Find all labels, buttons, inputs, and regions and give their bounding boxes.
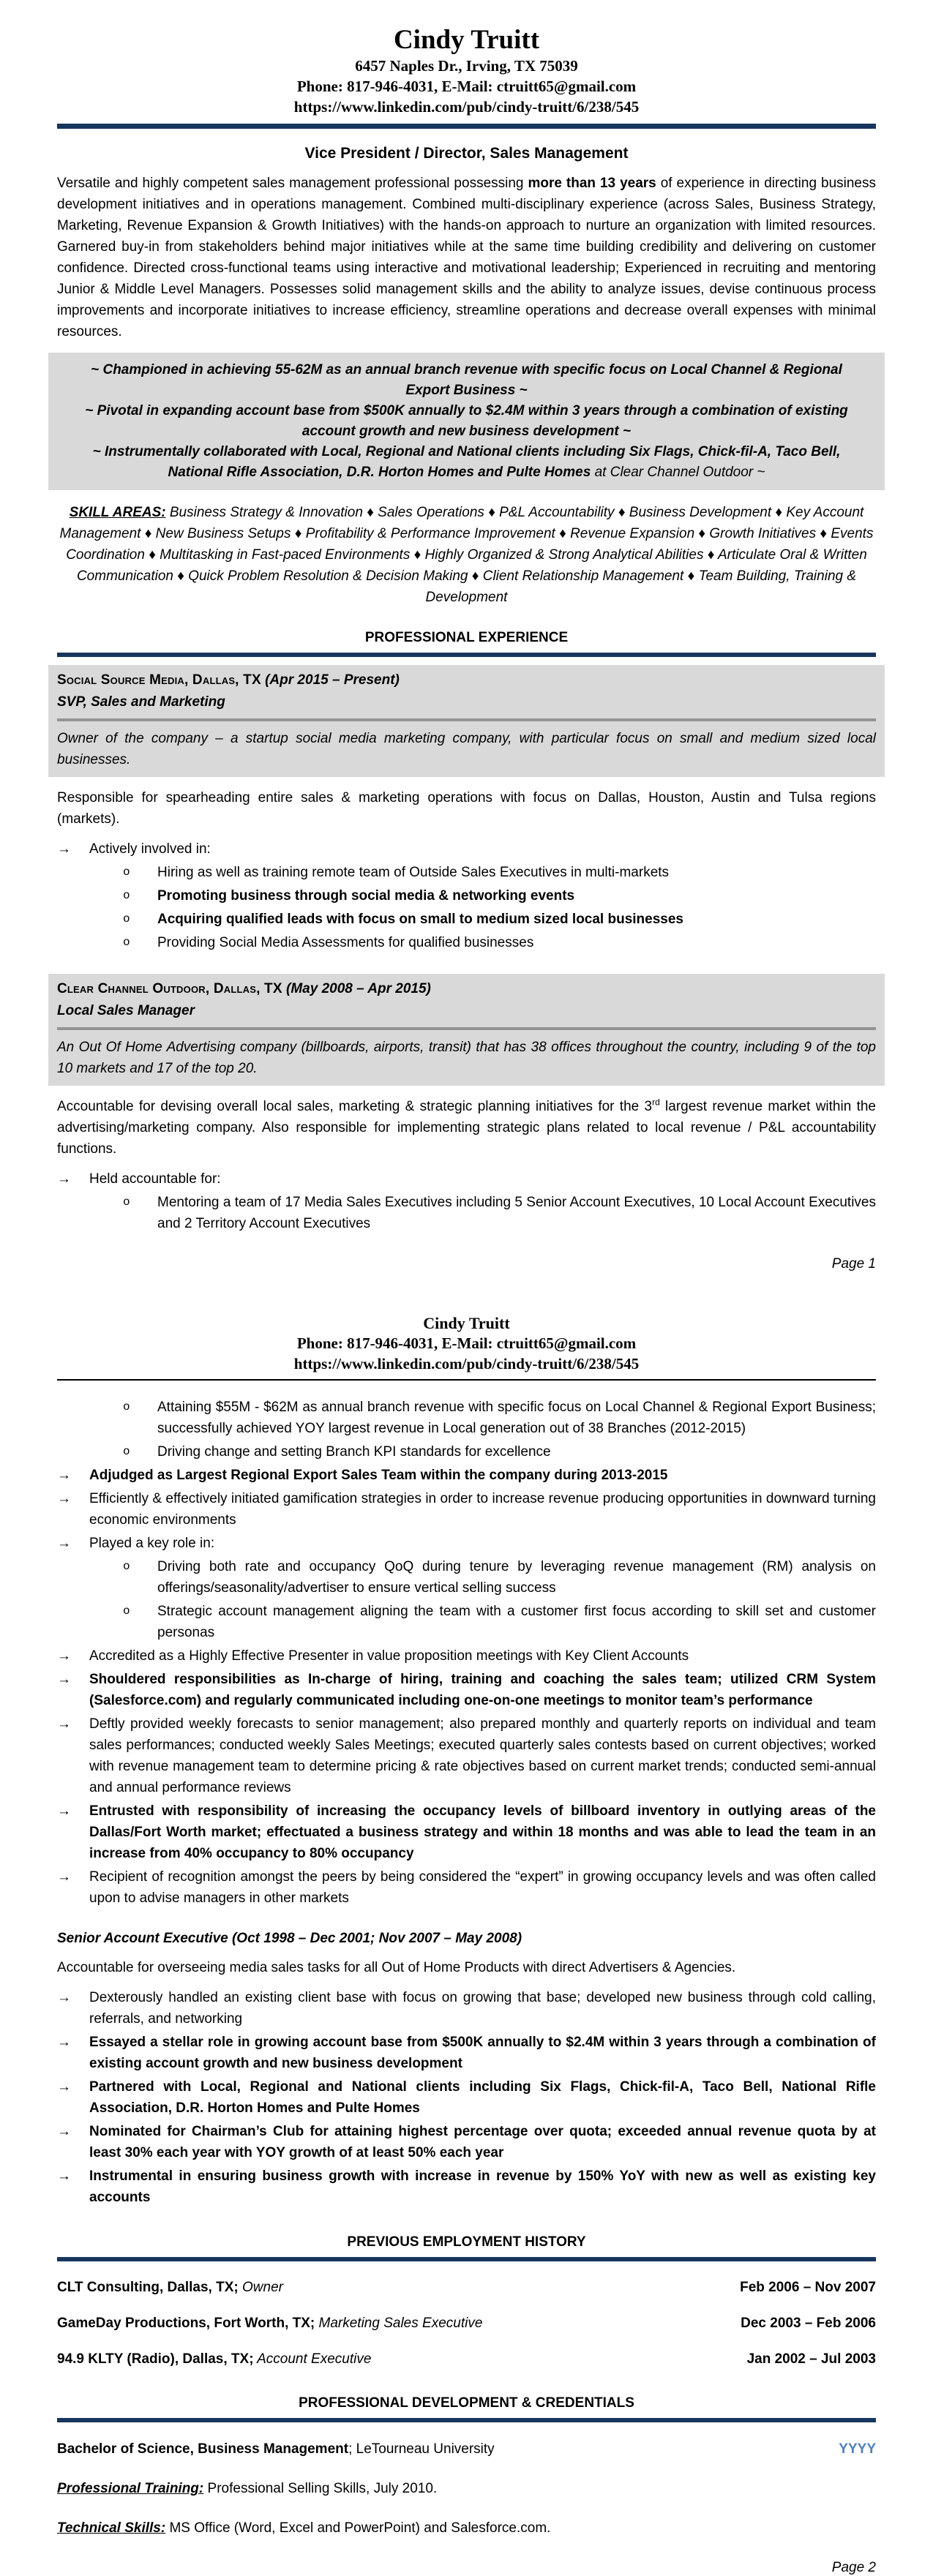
bullet-text: Efficiently & effectively initiated gamification strategies in order to increase revenue producing opportunities in downward turning economic environments	[89, 1491, 876, 1528]
arrow-bullet-icon: →	[57, 1869, 71, 1885]
arrow-bullet-icon: →	[57, 1171, 71, 1187]
experience-bullet	[57, 1987, 876, 2029]
bullet-text: Held accountable for:	[89, 1171, 221, 1187]
professional-training-line	[57, 2479, 876, 2498]
training-label: Professional Training:	[57, 2481, 204, 2496]
bullet-text: Actively involved in:	[89, 841, 211, 857]
experience-bullet	[57, 1866, 876, 1909]
experience-bullet	[57, 838, 876, 860]
job-header-social-source-media	[48, 665, 885, 777]
page-number-marker: Page 1	[831, 1256, 876, 1272]
section-heading-previous-employment: PREVIOUS EMPLOYMENT HISTORY	[347, 2234, 586, 2250]
arrow-bullet-icon: →	[57, 2124, 71, 2139]
tech-skills-label: Technical Skills:	[57, 2520, 166, 2536]
company-description: An Out Of Home Advertising company (billboards, airports, transit) that has 38 offices throughout the country, including 9 of the top 10 markets and 17 of the top 20.	[57, 1040, 876, 1076]
job-intro-pre: Accountable for devising overall local sales, marketing & strategic planning initiatives for the 3	[57, 1099, 653, 1114]
sub-bullet-text: Strategic account management aligning the team with a customer first focus according to skill set and customer personas	[157, 1604, 876, 1640]
history-row	[57, 2350, 876, 2369]
candidate-name: Cindy Truitt	[423, 1314, 510, 1332]
circle-bullet-icon: o	[123, 1604, 130, 1618]
highlight-item: ~ Championed in achieving 55-62M as an annual branch revenue with specific focus on Local Channel & Regional Export Business ~	[91, 362, 842, 398]
page1-header	[57, 0, 876, 117]
sub-bullet-text: Acquiring qualified leads with focus on small to medium sized local businesses	[157, 912, 683, 927]
section-heading-professional-experience: PROFESSIONAL EXPERIENCE	[364, 630, 569, 645]
circle-bullet-icon: o	[123, 936, 130, 949]
circle-bullet-icon: o	[123, 1445, 130, 1458]
highlight-bold: ~ Instrumentally collaborated with Local, Regional and National clients including Six Flags, Chick-fil-A, Taco Bell, National Rifle Association, D.R. Horton Homes and Pulte Homes	[92, 444, 841, 480]
section-heading-credentials: PROFESSIONAL DEVELOPMENT & CREDENTIALS	[299, 2395, 634, 2411]
experience-bullet	[57, 1168, 876, 1190]
arrow-bullet-icon: →	[57, 2079, 71, 2095]
history-row	[57, 2278, 876, 2297]
company-line	[57, 979, 876, 999]
degree-row	[57, 2440, 876, 2459]
sub-bullet-text: Driving both rate and occupancy QoQ during tenure by leveraging revenue management (RM) analysis on offerings/seasonality/advertiser to ensure vertical selling success	[157, 1559, 876, 1596]
history-role: Account Executive	[253, 2351, 372, 2367]
job-role: Local Sales Manager	[57, 1003, 195, 1018]
resume-page-2	[0, 1272, 933, 2576]
history-company-role	[57, 2350, 371, 2369]
bullet-text: Partnered with Local, Regional and National clients including Six Flags, Chick-fil-A, Taco Bell, National Rifle Association, D.R. Horton Homes and Pulte Homes	[89, 2079, 876, 2116]
bullet-text: Deftly provided weekly forecasts to senior management; also prepared monthly and quarterly reports on individual and team sales performances; conducted weekly Sales Meetings; executed quarterly sales contests based on current objectives; worked with revenue management team to determine pricing & rate objectives based on current market trends; conducted semi-annual and annual performance reviews	[89, 1716, 876, 1795]
experience-sub-bullet	[123, 1556, 876, 1599]
sub-bullet-text: Mentoring a team of 17 Media Sales Executives including 5 Senior Account Executives, 10 Local Account Executives and 2 Territory Account Executives	[157, 1195, 876, 1231]
degree-name: Bachelor of Science, Business Management	[57, 2441, 349, 2457]
job-box-divider	[57, 718, 876, 721]
summary-text-pre: Versatile and highly competent sales management professional possessing	[57, 176, 528, 191]
skill-areas-label: SKILL AREAS:	[69, 505, 166, 520]
experience-sub-bullet	[123, 909, 876, 930]
technical-skills-line	[57, 2519, 876, 2538]
arrow-bullet-icon: →	[57, 1803, 71, 1819]
arrow-bullet-icon: →	[57, 1536, 71, 1551]
arrow-bullet-icon: →	[57, 2168, 71, 2184]
highlight-item: ~ Pivotal in expanding account base from $500K annually to $2.4M within 3 years through a combination of existing account growth and new business development ~	[85, 403, 848, 439]
skill-areas-list: Business Strategy & Innovation ♦ Sales Operations ♦ P&L Accountability ♦ Business Development ♦ Key Account Management ♦ New Business Setups ♦ Profitability & Performance Improvement ♦ Revenue Expansion ♦ Growth Initiatives ♦ Events Coordination ♦ Multitasking in Fast-paced Environments ♦ Highly Organized & Strong Analytical Abilities ♦ Articulate Oral & Written Communication ♦ Quick Problem Resolution & Decision Making ♦ Client Relationship Management ♦ Team Building, Training & Development	[59, 505, 874, 605]
bullet-text: Adjudged as Largest Regional Export Sales Team within the company during 2013-2015	[89, 1468, 668, 1483]
history-company: GameDay Productions, Fort Worth, TX;	[57, 2316, 315, 2331]
degree-year: YYYY	[839, 2441, 876, 2457]
history-role: Marketing Sales Executive	[315, 2316, 483, 2331]
history-dates: Dec 2003 – Feb 2006	[741, 2316, 876, 2331]
company-name: Social Source Media, Dallas, TX	[57, 672, 261, 688]
highlight-item	[75, 442, 858, 483]
bullet-text: Recipient of recognition amongst the peers by being considered the “expert” in growing occupancy levels and was often called upon to advise managers in other markets	[89, 1869, 876, 1906]
skill-areas	[57, 502, 876, 608]
summary-text-bold: more than 13 years	[528, 176, 656, 191]
page2-header	[57, 1272, 876, 1374]
bullet-text: Instrumental in ensuring business growth with increase in revenue by 150% YoY with new as well as existing key accounts	[89, 2168, 876, 2205]
experience-bullet	[57, 1533, 876, 1554]
job-intro: Responsible for spearheading entire sales & marketing operations with focus on Dallas, Houston, Austin and Tulsa regions (markets).	[57, 790, 876, 827]
arrow-bullet-icon: →	[57, 1990, 71, 2005]
history-company-role	[57, 2314, 482, 2333]
bullet-text: Nominated for Chairman’s Club for attaining highest percentage over quota; exceeded annual revenue quota by at least 30% each year with YOY growth of at least 50% each year	[89, 2124, 876, 2160]
experience-bullet	[57, 1645, 876, 1667]
degree-university: ; LeTourneau University	[348, 2441, 495, 2457]
experience-sub-bullet	[123, 862, 876, 883]
bullet-text: Dexterously handled an existing client base with focus on growing that base; developed new business through cold calling, referrals, and networking	[89, 1990, 876, 2027]
circle-bullet-icon: o	[123, 1195, 130, 1209]
experience-bullet	[57, 2166, 876, 2208]
resume-page-1	[0, 0, 933, 1272]
sub-bullet-text: Hiring as well as training remote team of Outside Sales Executives in multi-markets	[157, 865, 670, 880]
summary-paragraph	[57, 173, 876, 342]
history-row	[57, 2314, 876, 2333]
experience-bullet	[57, 1465, 876, 1486]
history-dates: Feb 2006 – Nov 2007	[740, 2280, 876, 2295]
experience-sub-bullet	[123, 932, 876, 953]
experience-bullet	[57, 1669, 876, 1711]
circle-bullet-icon: o	[123, 1400, 130, 1413]
job-intro-post: largest revenue market within the advertising/marketing company. Also responsible for implementing strategic plans related to local revenue / P&L accountability functions.	[57, 1099, 876, 1157]
tech-skills-text: MS Office (Word, Excel and PowerPoint) and Salesforce.com.	[165, 2520, 551, 2536]
company-dates: (Apr 2015 – Present)	[261, 672, 400, 688]
company-dates: (May 2008 – Apr 2015)	[282, 981, 431, 996]
section-divider	[57, 2418, 876, 2422]
company-line	[57, 670, 876, 690]
section-divider	[57, 653, 876, 657]
bullet-text: Essayed a stellar role in growing account base from $500K annually to $2.4M within 3 years through a combination of existing account growth and new business development	[89, 2035, 876, 2071]
ordinal-superscript: rd	[652, 1097, 660, 1108]
page2-header-divider	[57, 1379, 876, 1381]
arrow-bullet-icon: →	[57, 1491, 71, 1506]
sub-bullet-text: Promoting business through social media & networking events	[157, 888, 575, 904]
experience-sub-bullet	[123, 1441, 876, 1462]
role-heading-senior-account-executive: Senior Account Executive (Oct 1998 – Dec 2001; Nov 2007 – May 2008)	[57, 1931, 522, 1946]
job-intro	[57, 1096, 876, 1160]
circle-bullet-icon: o	[123, 865, 130, 879]
arrow-bullet-icon: →	[57, 1672, 71, 1687]
role-intro: Accountable for overseeing media sales tasks for all Out of Home Products with direct Advertisers & Agencies.	[57, 1960, 736, 1975]
resume-title: Vice President / Director, Sales Management	[304, 145, 629, 162]
circle-bullet-icon: o	[123, 889, 130, 902]
experience-sub-bullet	[123, 885, 876, 906]
bullet-text: Shouldered responsibilities as In-charge of hiring, training and coaching the sales team; utilized CRM System (Salesforce.com) and regularly communicated including one-on-one meetings to monitor team’s performance	[89, 1672, 876, 1708]
circle-bullet-icon: o	[123, 912, 130, 925]
highlights-box	[48, 353, 885, 490]
history-company-role	[57, 2278, 283, 2297]
arrow-bullet-icon: →	[57, 2035, 71, 2050]
company-description: Owner of the company – a startup social media marketing company, with particular focus on small and medium sized local businesses.	[57, 731, 876, 767]
section-divider	[57, 2257, 876, 2261]
bullet-text: Played a key role in:	[89, 1536, 215, 1551]
linkedin-url: https://www.linkedin.com/pub/cindy-truitt/6/238/545	[293, 98, 640, 116]
experience-sub-bullet	[123, 1397, 876, 1439]
history-role: Owner	[238, 2280, 283, 2295]
experience-sub-bullet	[123, 1601, 876, 1643]
sub-bullet-text: Driving change and setting Branch KPI standards for excellence	[157, 1444, 551, 1460]
sub-bullet-text: Providing Social Media Assessments for qualified businesses	[157, 935, 534, 950]
arrow-bullet-icon: →	[57, 1468, 71, 1483]
experience-bullet	[57, 1713, 876, 1798]
experience-bullet	[57, 2121, 876, 2163]
address-line: 6457 Naples Dr., Irving, TX 75039	[355, 57, 578, 75]
phone-email-line: Phone: 817-946-4031, E-Mail: ctruitt65@gmail.com	[296, 1334, 637, 1352]
highlight-tail: at Clear Channel Outdoor ~	[591, 465, 765, 480]
summary-text-post: of experience in directing business development initiatives and in operations management. Combined multi-disciplinary experience (across Sales, Business Strategy, Marketing, Revenue Expansion & Growth Initiatives) with the hands-on approach to nurture an organization with limited resources. Garnered buy-in from stakeholders behind major initiatives while at the same time building credibility and delivering on customer confidence. Directed cross-functional teams using interactive and motivational leadership; Experienced in recruiting and mentoring Junior & Middle Level Managers. Possesses solid management skills and the ability to analyze issues, devise continuous process improvements and incorporate initiatives to increase efficiency, streamline operations and decrease overall expenses with minimal resources.	[57, 176, 876, 339]
job-header-clear-channel-outdoor	[48, 974, 885, 1086]
circle-bullet-icon: o	[123, 1560, 130, 1573]
bullet-text: Accredited as a Highly Effective Presenter in value proposition meetings with Key Client Accounts	[89, 1648, 689, 1664]
degree-text	[57, 2440, 495, 2459]
arrow-bullet-icon: →	[57, 841, 71, 857]
experience-bullet	[57, 2076, 876, 2119]
job-role: SVP, Sales and Marketing	[57, 694, 225, 710]
company-name: Clear Channel Outdoor, Dallas, TX	[57, 981, 282, 996]
experience-bullet	[57, 1488, 876, 1531]
candidate-name: Cindy Truitt	[393, 25, 540, 55]
sub-bullet-text: Attaining $55M - $62M as annual branch revenue with specific focus on Local Channel & Regional Export Business; successfully achieved YOY largest revenue in Local generation out of 38 Branches (2012-2015)	[157, 1400, 876, 1436]
experience-sub-bullet	[123, 1192, 876, 1234]
experience-bullet	[57, 2032, 876, 2074]
header-divider	[57, 124, 876, 129]
arrow-bullet-icon: →	[57, 1716, 71, 1732]
training-text: Professional Selling Skills, July 2010.	[203, 2481, 438, 2496]
arrow-bullet-icon: →	[57, 1648, 71, 1664]
history-company: 94.9 KLTY (Radio), Dallas, TX;	[57, 2351, 254, 2367]
linkedin-url: https://www.linkedin.com/pub/cindy-truitt/6/238/545	[293, 1355, 640, 1373]
phone-email-line: Phone: 817-946-4031, E-Mail: ctruitt65@gmail.com	[296, 78, 637, 95]
experience-bullet	[57, 1800, 876, 1864]
history-dates: Jan 2002 – Jul 2003	[746, 2351, 876, 2367]
job-box-divider	[57, 1027, 876, 1030]
history-company: CLT Consulting, Dallas, TX;	[57, 2280, 239, 2295]
bullet-text: Entrusted with responsibility of increasing the occupancy levels of billboard inventory in outlying areas of the Dallas/Fort Worth market; effectuated a business strategy and within 18 months and was able to lead the team in an increase from 40% occupancy to 80% occupancy	[89, 1803, 876, 1861]
page-number-marker: Page 2	[831, 2560, 876, 2575]
